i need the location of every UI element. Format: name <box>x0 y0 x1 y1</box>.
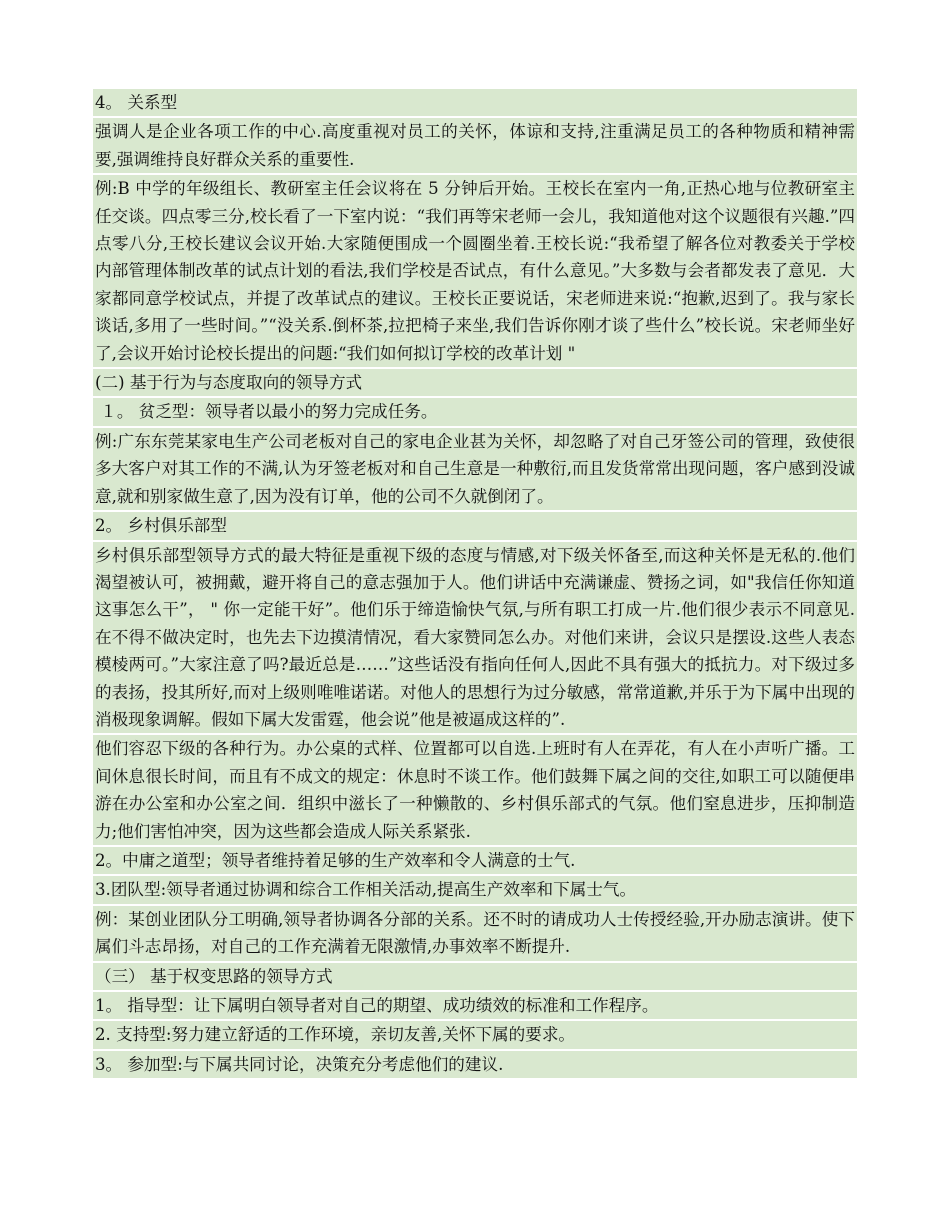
item-participative-type: 3。 参加型:与下属共同讨论，决策充分考虑他们的建议. <box>93 1051 857 1078</box>
paragraph-example-school-meeting: 例:B 中学的年级组长、教研室主任会议将在 5 分钟后开始。王校长在室内一角,正热心地与位教研室主任交谈。四点零三分,校长看了一下室内说：“我们再等宋老师一会儿，我知道他对这个议题很有兴趣.”四点零八分,王校长建议会议开始.大家随便围成一个圆圈坐着.王校长说:“我希望了解各位对教委关于学校内部管理体制改革的试点计划的看法,我们学校是否试点，有什么意见。”大多数与会者都发表了意见．大家都同意学校试点，并提了改革试点的建议。王校长正要说话，宋老师进来说:“抱歉,迟到了。我与家长谈话,多用了一些时间。”“没关系.倒杯茶,拉把椅子来坐,我们告诉你刚才谈了些什么”校长说。宋老师坐好了,会议开始讨论校长提出的问题:“我们如何拟订学校的改革计划 " <box>93 175 857 367</box>
paragraph-relationship-definition: 强调人是企业各项工作的中心.高度重视对员工的关怀，体谅和支持,注重满足员工的各种物质和精神需要,强调维持良好群众关系的重要性. <box>93 118 857 173</box>
heading-relationship-type: 4。 关系型 <box>93 89 857 116</box>
document-body <box>93 89 857 1080</box>
heading-behavior-attitude: (二) 基于行为与态度取向的领导方式 <box>93 369 857 396</box>
heading-country-club-type: 2。 乡村俱乐部型 <box>93 512 857 539</box>
heading-middle-road-type: 2。中庸之道型；领导者维持着足够的生产效率和令人满意的士气. <box>93 847 857 874</box>
item-supportive-type: 2. 支持型:努力建立舒适的工作环境，亲切友善,关怀下属的要求。 <box>93 1021 857 1048</box>
heading-impoverished-type: １。 贫乏型：领导者以最小的努力完成任务。 <box>93 398 857 425</box>
paragraph-example-startup-team: 例：某创业团队分工明确,领导者协调各分部的关系。还不时的请成功人士传授经验,开办励志演讲。使下属们斗志昂扬，对自己的工作充满着无限激情,办事效率不断提升. <box>93 906 857 961</box>
paragraph-example-dongguan-company: 例:广东东莞某家电生产公司老板对自己的家电企业甚为关怀，却忽略了对自己牙签公司的管理，致使很多大客户对其工作的不满,认为牙签老板对和自己生意是一种敷衍,而且发货常常出现问题，客户感到没诚意,就和别家做生意了,因为没有订单，他的公司不久就倒闭了。 <box>93 428 857 510</box>
heading-team-type: 3.团队型:领导者通过协调和综合工作相关活动,提高生产效率和下属士气。 <box>93 876 857 903</box>
item-directive-type: 1。 指导型：让下属明白领导者对自己的期望、成功绩效的标准和工作程序。 <box>93 992 857 1019</box>
paragraph-country-club-tolerance: 他们容忍下级的各种行为。办公桌的式样、位置都可以自选.上班时有人在弄花，有人在小声听广播。工间休息很长时间，而且有不成文的规定：休息时不谈工作。他们鼓舞下属之间的交往,如职工可以随便串游在办公室和办公室之间．组织中滋长了一种懒散的、乡村俱乐部式的气氛。他们窒息进步，压抑制造力;他们害怕冲突，因为这些都会造成人际关系紧张. <box>93 735 857 845</box>
paragraph-country-club-features: 乡村俱乐部型领导方式的最大特征是重视下级的态度与情感,对下级关怀备至,而这种关怀是无私的.他们渴望被认可，被拥戴，避开将自己的意志强加于人。他们讲话中充满谦虚、赞扬之词，如"我信任你知道这事怎么干”， " 你一定能干好”。他们乐于缔造愉快气氛,与所有职工打成一片.他们很少表示不同意见.在不得不做决定时，也先去下边摸清情况，看大家赞同怎么办。对他们来讲，会议只是摆设.这些人表态模棱两可。”大家注意了吗?最近总是……”这些话没有指向任何人,因此不具有强大的抵抗力。对下级过多的表扬，投其所好,而对上级则唯唯诺诺。对他人的思想行为过分敏感，常常道歉,并乐于为下属中出现的消极现象调解。假如下属大发雷霆，他会说”他是被逼成这样的”. <box>93 542 857 734</box>
heading-contingency-approach: （三） 基于权变思路的领导方式 <box>93 963 857 990</box>
